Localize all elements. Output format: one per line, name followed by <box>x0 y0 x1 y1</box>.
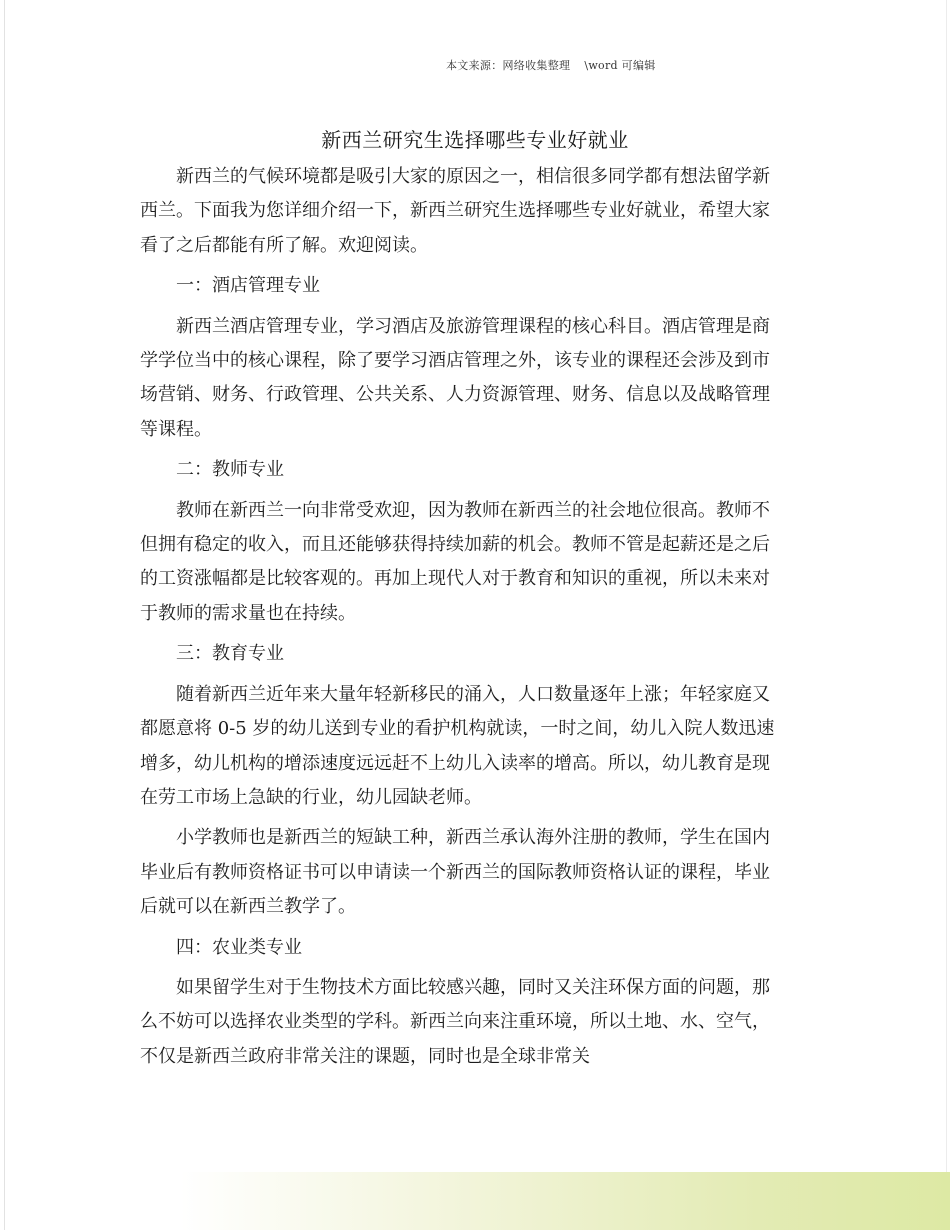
section-heading-agriculture: 四：农业类专业 <box>176 936 302 958</box>
header-note <box>446 57 656 73</box>
section-heading-hotel: 一：酒店管理专业 <box>176 275 320 297</box>
page-right-edge <box>946 0 947 1230</box>
decorative-footer-band <box>180 1172 950 1230</box>
section-paragraph-teacher: 教师在新西兰一向非常受欢迎，因为教师在新西兰的社会地位很高。教师不但拥有稳定的收入，而且还能够获得持续加薪的机会。教师不管是起薪还是之后的工资涨幅都是比较客观的。再加上现代人对于教育和知识的重视，所以未来对于教师的需求量也在持续。 <box>140 499 770 624</box>
section-paragraph-hotel: 新西兰酒店管理专业，学习酒店及旅游管理课程的核心科目。酒店管理是商学学位当中的核心课程，除了要学习酒店管理之外，该专业的课程还会涉及到市场营销、财务、行政管理、公共关系、人力资源管理、财务、信息以及战略管理等课程。 <box>140 315 770 440</box>
document-body <box>140 160 780 1080</box>
section-paragraph-education-2: 小学教师也是新西兰的短缺工种，新西兰承认海外注册的教师，学生在国内毕业后有教师资格证书可以申请读一个新西兰的国际教师资格认证的课程，毕业后就可以在新西兰教学了。 <box>140 827 770 918</box>
page-left-edge <box>4 0 5 1230</box>
section-heading-education: 三：教育专业 <box>176 643 284 665</box>
edit-note: \word 可编辑 <box>584 59 656 72</box>
source-label: 本文来源：网络收集整理 <box>446 59 571 72</box>
intro-paragraph: 新西兰的气候环境都是吸引大家的原因之一，相信很多同学都有想法留学新西兰。下面我为您详细介绍一下，新西兰研究生选择哪些专业好就业，希望大家看了之后都能有所了解。欢迎阅读。 <box>140 166 770 256</box>
document-title: 新西兰研究生选择哪些专业好就业 <box>321 128 629 152</box>
section-paragraph-education-1: 随着新西兰近年来大量年轻新移民的涌入，人口数量逐年上涨；年轻家庭又都愿意将 0-5 岁的幼儿送到专业的看护机构就读，一时之间，幼儿入院人数迅速增多，幼儿机构的增添速度远远赶不上幼儿入读率的增高。所以，幼儿教育是现在劳工市场上急缺的行业，幼儿园缺老师。 <box>140 683 775 808</box>
section-paragraph-agriculture: 如果留学生对于生物技术方面比较感兴趣，同时又关注环保方面的问题，那么不妨可以选择农业类型的学科。新西兰向来注重环境，所以土地、水、空气，不仅是新西兰政府非常关注的课题，同时也是全球非常关 <box>140 976 770 1067</box>
section-heading-teacher: 二：教师专业 <box>176 459 284 481</box>
